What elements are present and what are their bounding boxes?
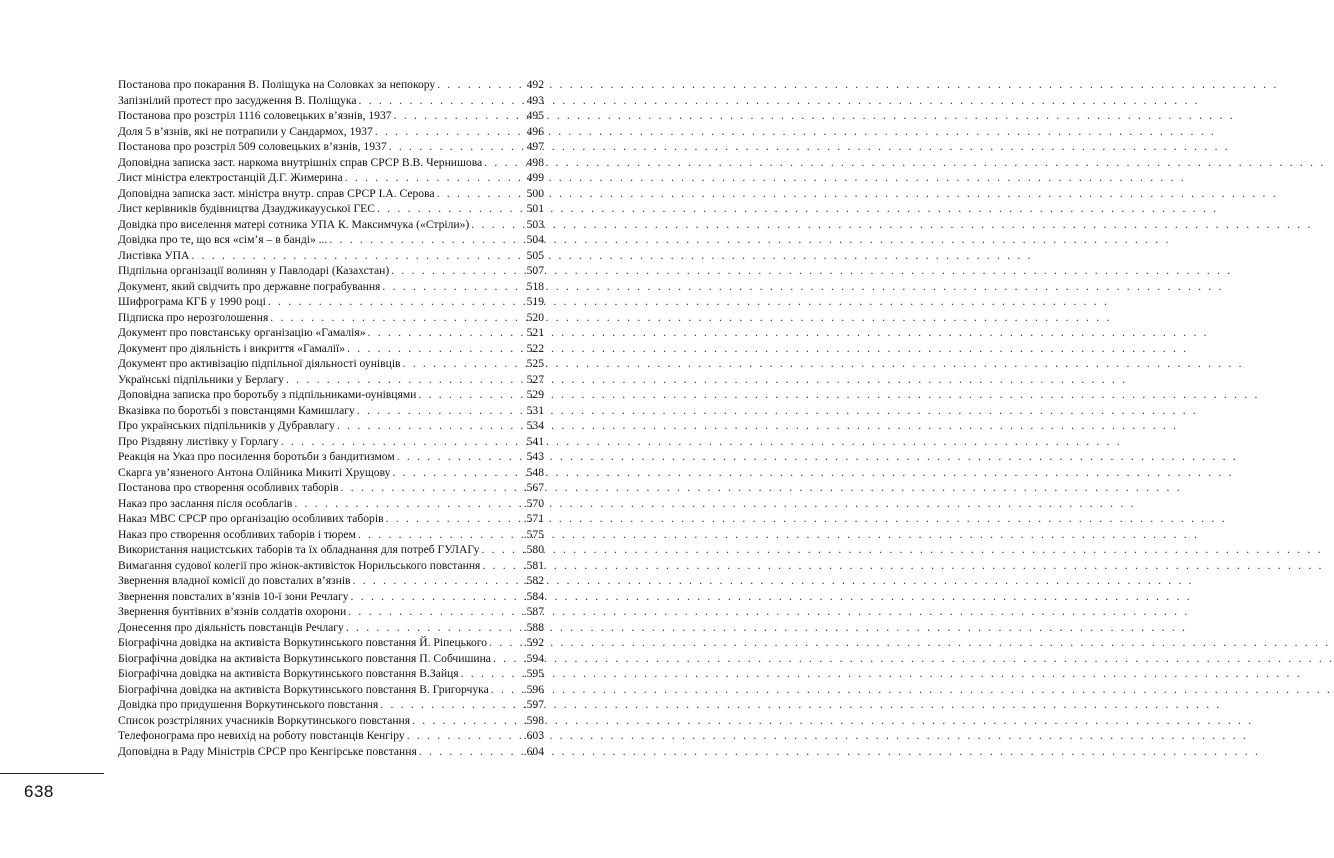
toc-entry-page: 529 (526, 388, 544, 401)
table-of-contents (118, 77, 544, 759)
toc-entry (118, 155, 544, 171)
toc-entry-title: Список розстріляних учасників Воркутинського повстання (118, 713, 411, 727)
toc-entry-title: Вимагання судової колегії про жінок-активісток Норильського повстання (118, 558, 481, 572)
toc-entry-title: Вказівка по боротьбі з повстанцями Камишлагу (118, 403, 355, 417)
toc-dot-leader (395, 449, 522, 465)
toc-entry-page: .582 (523, 574, 544, 587)
toc-entry (118, 635, 544, 651)
toc-entry-title: Біографічна довідка на активіста Воркутинського повстання В. Григорчука (118, 682, 489, 696)
toc-entry (118, 310, 544, 326)
toc-entry (118, 496, 544, 512)
toc-entry (118, 573, 544, 589)
toc-dot-leader (459, 666, 522, 682)
toc-entry (118, 527, 544, 543)
toc-entry (118, 186, 544, 202)
toc-entry (118, 325, 544, 341)
toc-dot-leader (378, 697, 522, 713)
toc-entry-page: 522 (526, 341, 544, 355)
toc-entry-page: .584 (523, 589, 544, 603)
toc-dot-leader (375, 201, 522, 217)
toc-dot-leader (480, 558, 522, 574)
toc-dot-leader (380, 279, 522, 295)
toc-entry (118, 558, 544, 574)
toc-dot-leader (356, 527, 522, 543)
toc-entry-title: Лист міністра електростанцій Д.Г. Жимерина (118, 171, 343, 184)
toc-entry (118, 697, 544, 713)
toc-entry (118, 511, 544, 527)
toc-entry (118, 480, 544, 496)
toc-entry (118, 124, 544, 140)
toc-entry-page: .580 (523, 543, 544, 556)
toc-entry (118, 387, 544, 403)
toc-dot-leader (351, 573, 522, 589)
toc-entry-page: .594 (523, 651, 544, 665)
toc-entry-page: 531 (526, 403, 544, 417)
toc-dot-leader (339, 480, 522, 496)
toc-entry-title: Документ про діяльність і викриття «Гамалії» (118, 341, 346, 355)
toc-entry-page: 500 (526, 186, 544, 200)
toc-entry-page: .567 (523, 481, 544, 494)
toc-entry-page: 492 (526, 78, 544, 91)
toc-entry (118, 403, 544, 419)
toc-entry-page: .598 (523, 713, 544, 727)
toc-entry (118, 108, 544, 124)
toc-entry-title: Листівка УПА (118, 248, 190, 262)
toc-dot-leader (401, 356, 522, 372)
toc-entry-page: 498 (526, 155, 544, 169)
toc-entry-title: Наказ про створення особливих таборів і тюрем (118, 527, 356, 541)
toc-dot-leader (355, 403, 522, 419)
toc-entry-page: .575 (523, 527, 544, 541)
footer-rule (0, 773, 104, 774)
toc-entry-title: Постанова про покарання В. Поліщука на Соловках за непокору (118, 78, 436, 91)
toc-entry (118, 279, 544, 295)
toc-entry-title: Біографічна довідка на активіста Воркутинського повстання П. Собчишина (118, 651, 491, 665)
toc-entry (118, 542, 544, 558)
toc-entry-page: 519 (526, 295, 544, 308)
toc-entry-page: 497 (526, 140, 544, 153)
toc-entry-title: Донесення про діяльність повстанців Речлагу (118, 620, 344, 634)
toc-dot-leader (435, 77, 522, 93)
toc-entry-page: .595 (523, 667, 544, 680)
toc-entry-page: 518 (526, 279, 544, 293)
toc-entry-title: Шифрограма КГБ у 1990 році (118, 295, 266, 308)
toc-entry-page: 521 (526, 326, 544, 339)
toc-entry-title: Доповідна в Раду Міністрів СРСР про Кенгірське повстання (118, 744, 417, 758)
toc-dot-leader (266, 294, 522, 310)
toc-entry-page: 501 (526, 202, 544, 215)
toc-entry (118, 201, 544, 217)
toc-entry-title: Документ про повстанську організацію «Гамалія» (118, 326, 366, 339)
toc-dot-leader (487, 635, 522, 651)
toc-entry-page: .592 (523, 636, 544, 649)
toc-entry-title: Українські підпільники у Берлагу (118, 372, 284, 386)
toc-entry-page: .604 (523, 744, 544, 758)
toc-entry-title: Використання нацистських таборів та їх обладнання для потреб ГУЛАГу (118, 543, 480, 556)
toc-dot-leader (405, 728, 522, 744)
toc-entry-page: 496 (526, 124, 544, 138)
toc-entry-title: Лист керівників будівництва Дзауджикаууської ГЕС (118, 202, 375, 215)
toc-entry-page: 505 (526, 248, 544, 262)
toc-entry-title: Про Різдвяну листівку у Горлагу (118, 434, 279, 448)
toc-entry (118, 248, 544, 264)
toc-entry-title: Про українських підпільників у Дубравлагу (118, 419, 335, 432)
toc-dot-leader (284, 372, 522, 388)
toc-dot-leader (392, 108, 522, 124)
toc-entry-page: .588 (523, 620, 544, 634)
toc-dot-leader (491, 651, 522, 667)
toc-entry-page: 503 (526, 217, 544, 231)
toc-entry-title: Довідка про придушення Воркутинського повстання (118, 698, 379, 711)
toc-entry-page: 507 (526, 264, 544, 277)
toc-dot-leader (435, 186, 522, 202)
toc-entry-title: Телефонограма про невихід на роботу повстанців Кенгіру (118, 729, 405, 742)
toc-dot-leader (416, 387, 522, 403)
toc-entry-title: Довідка про виселення матері сотника УПА К. Максимчука («Стріли») (118, 217, 470, 231)
toc-entry-page: 495 (526, 109, 544, 122)
toc-entry-title: Біографічна довідка на активіста Воркутинського повстання В.Зайця (118, 667, 459, 680)
toc-entry-page: 527 (526, 372, 544, 386)
toc-entry (118, 434, 544, 450)
toc-dot-leader (292, 496, 522, 512)
toc-dot-leader (479, 542, 522, 558)
toc-dot-leader (389, 263, 522, 279)
toc-entry-title: Наказ про заслання після особлагів (118, 496, 293, 510)
toc-dot-leader (327, 232, 522, 248)
toc-entry (118, 713, 544, 729)
toc-entry-page: .581 (523, 558, 544, 572)
toc-dot-leader (349, 589, 522, 605)
page-number: 638 (24, 782, 54, 801)
toc-dot-leader (384, 511, 522, 527)
toc-dot-leader (279, 434, 522, 450)
toc-entry (118, 682, 544, 698)
toc-entry (118, 372, 544, 388)
toc-entry (118, 728, 544, 744)
toc-entry (118, 449, 544, 465)
toc-dot-leader (344, 620, 522, 636)
toc-entry-title: Доповідна записка заст. наркома внутрішніх справ СРСР В.В. Чернишова (118, 155, 483, 169)
toc-dot-leader (373, 124, 522, 140)
toc-entry-page: 525 (526, 357, 544, 370)
toc-entry-page: .570 (523, 496, 544, 510)
toc-entry-page: 543 (526, 450, 544, 463)
toc-entry-title: Запізнілий протест про засудження В. Поліщука (118, 93, 357, 107)
toc-dot-leader (346, 604, 522, 620)
toc-entry-title: Підпільна організації волинян у Павлодарі (Казахстан) (118, 264, 390, 277)
toc-entry-title: Документ про активізацію підпільної діяльності оунівців (118, 357, 401, 370)
toc-dot-leader (489, 682, 522, 698)
toc-entry (118, 356, 544, 372)
toc-entry-title: Біографічна довідка на активіста Воркутинського повстання Й. Ріпецького (118, 636, 488, 649)
toc-entry-page: 541 (526, 434, 544, 448)
toc-entry-page: 499 (526, 171, 544, 184)
toc-entry-page: 520 (526, 310, 544, 324)
toc-entry-title: Звернення бунтівних в’язнів солдатів охорони (118, 605, 347, 618)
toc-entry-title: Постанова про створення особливих таборів (118, 481, 339, 494)
toc-entry-title: Підписка про нерозголошення (118, 310, 269, 324)
toc-entry-title: Постанова про розстріл 1116 соловецьких в’язнів, 1937 (118, 109, 392, 122)
toc-entry-page: .597 (523, 698, 544, 711)
toc-dot-leader (189, 248, 522, 264)
toc-entry (118, 77, 544, 93)
toc-entry-page: 534 (526, 419, 544, 432)
toc-entry (118, 217, 544, 233)
toc-entry-title: Звернення владної комісії до повсталих в’язнів (118, 574, 351, 587)
toc-entry (118, 666, 544, 682)
toc-entry (118, 294, 544, 310)
toc-entry (118, 604, 544, 620)
toc-dot-leader (357, 93, 523, 109)
toc-entry-page: .603 (523, 729, 544, 742)
toc-entry (118, 139, 544, 155)
toc-entry (118, 418, 544, 434)
toc-entry-title: Довідка про те, що вся «сім’я – в банді» ... (118, 233, 328, 246)
toc-entry (118, 341, 544, 357)
toc-entry (118, 620, 544, 636)
toc-dot-leader (390, 465, 522, 481)
toc-entry-title: Реакція на Указ про посилення боротьби з бандитизмом (118, 450, 395, 463)
toc-entry-page: .571 (523, 512, 544, 525)
toc-entry-title: Скарга ув’язненого Антона Олійника Микиті Хрущову (118, 465, 391, 479)
toc-dot-leader (345, 341, 522, 357)
toc-dot-leader (410, 713, 522, 729)
toc-dot-leader (268, 310, 522, 326)
toc-dot-leader (387, 139, 522, 155)
toc-entry (118, 589, 544, 605)
toc-entry-title: Звернення повсталих в’язнів 10-ї зони Речлагу (118, 589, 349, 603)
toc-dot-leader (343, 170, 522, 186)
toc-entry-title: Постанова про розстріл 509 соловецьких в’язнів, 1937 (118, 140, 387, 153)
toc-entry (118, 170, 544, 186)
toc-dot-leader (335, 418, 522, 434)
toc-dot-leader (417, 744, 522, 760)
toc-entry-title: Доповідна записка заст. міністра внутр. справ СРСР І.А. Серова (118, 186, 435, 200)
toc-entry-page: .596 (523, 682, 544, 696)
toc-entry (118, 651, 544, 667)
toc-dot-leader (482, 155, 522, 171)
toc-entry (118, 263, 544, 279)
toc-entry (118, 744, 544, 760)
toc-entry-page: .587 (523, 605, 544, 618)
toc-entry-title: Доповідна записка про боротьбу з підпільниками-оунівцями (118, 388, 417, 401)
toc-entry-page: 504 (526, 233, 544, 246)
toc-entry-title: Доля 5 в’язнів, які не потрапили у Сандармох, 1937 (118, 124, 373, 138)
toc-dot-leader (469, 217, 522, 233)
toc-entry (118, 465, 544, 481)
toc-dot-leader (366, 325, 522, 341)
toc-entry-page: 493 (526, 93, 544, 107)
toc-entry-page: 548 (526, 465, 544, 479)
toc-entry (118, 232, 544, 248)
toc-entry-title: Наказ МВС СРСР про організацію особливих таборів (118, 512, 384, 525)
toc-entry-title: Документ, який свідчить про державне пограбування (118, 279, 381, 293)
toc-entry (118, 93, 544, 109)
